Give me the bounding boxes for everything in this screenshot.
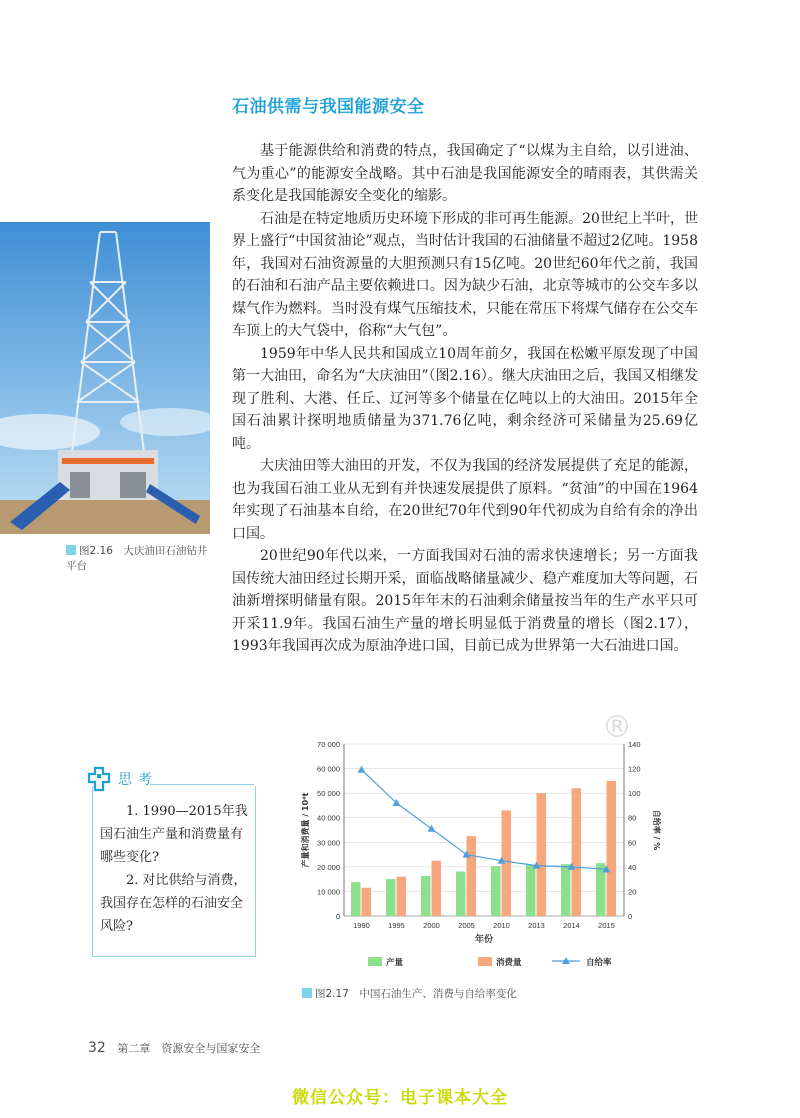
paragraph-4: 大庆油田等大油田的开发，不仅为我国的经济发展提供了充足的能源，也为我国石油工业从无到有并快速发展提供了原料。“贫油”的中国在1964年实现了石油基本自给，在20世纪70年代到90年代初成为自给有余的净出口国。: [232, 458, 698, 542]
bar-production: [491, 866, 501, 916]
oil-chart: [288, 732, 688, 1010]
chart-caption-text: 图2.17 中国石油生产、消费与自给率变化: [315, 988, 517, 1000]
paragraph-1: 基于能源供给和消费的特点，我国确定了“以煤为主自给，以引进油、气为重心”的能源安全战略。其中石油是我国能源安全的晴雨表，其供需关系变化是我国能源安全变化的缩影。: [232, 143, 698, 204]
y-tick-label: 40 000: [317, 813, 340, 823]
think-top-rule: [150, 784, 254, 785]
bar-consumption: [467, 836, 477, 916]
oil-rig-photo: [0, 222, 210, 534]
bar-production: [526, 865, 536, 916]
bar-consumption: [572, 788, 582, 916]
x-tick-label: 2015: [598, 921, 615, 930]
bar-consumption: [537, 793, 547, 916]
bar-production: [351, 882, 361, 916]
y-tick-label: 60 000: [317, 764, 340, 774]
chart-caption: [302, 986, 517, 1001]
photo-caption-text: 图2.16 大庆油田石油钻井平台: [66, 545, 208, 572]
y-tick-label: 70 000: [317, 740, 340, 749]
body-text: [232, 140, 698, 658]
line-point: [428, 825, 436, 832]
y-tick-label: 0: [335, 912, 340, 921]
y2-tick-label: 100: [628, 789, 641, 799]
y2-tick-label: 40: [628, 862, 637, 872]
y-axis-title: 产量和消费量 / 10⁴t: [301, 792, 310, 868]
line-point: [358, 766, 366, 773]
legend-swatch: [478, 957, 492, 966]
x-tick-label: 2014: [563, 921, 580, 930]
bar-production: [421, 876, 431, 916]
y-tick-label: 30 000: [317, 838, 340, 848]
watermark-registered: ®: [602, 710, 632, 745]
x-tick-label: 2000: [423, 921, 440, 930]
y2-tick-label: 20: [628, 887, 637, 897]
photo-caption: [66, 544, 216, 574]
legend-label: 产量: [386, 958, 404, 968]
bar-production: [386, 879, 396, 916]
x-axis-title: 年份: [474, 935, 494, 945]
oil-chart-svg: [288, 732, 688, 982]
caption-marker-icon: [302, 988, 312, 998]
section-title: 石油供需与我国能源安全: [232, 97, 425, 117]
legend-label: 自给率: [586, 958, 612, 968]
page-number: 32: [88, 1040, 106, 1056]
bar-consumption: [397, 877, 407, 916]
caption-marker-icon: [66, 545, 76, 555]
think-questions: [100, 800, 250, 938]
paragraph-5: 20世纪90年代以来，一方面我国对石油的需求快速增长；另一方面我国传统大油田经过长期开采，面临战略储量减少、稳产难度加大等问题，石油新增探明储量有限。2015年年末的石油剩余储量按当年的生产水平只可开采11.9年。我国石油生产量的增长明显低于消费量的增长（图2.17），1993年我国再次成为原油净进口国，目前已成为世界第一大石油进口国。: [232, 548, 698, 654]
y2-tick-label: 120: [628, 764, 641, 774]
bar-consumption: [362, 888, 372, 916]
chapter-title: 第二章 资源安全与国家安全: [117, 1042, 261, 1055]
y2-tick-label: 0: [628, 912, 633, 921]
think-question-1: 1. 1990—2015年我国石油生产量和消费量有哪些变化?: [100, 804, 248, 865]
bar-production: [561, 864, 571, 916]
x-tick-label: 1995: [388, 921, 405, 930]
x-tick-label: 2010: [493, 921, 510, 930]
think-question-2: 2. 对比供给与消费，我国存在怎样的石油安全风险?: [100, 873, 247, 934]
paragraph-2: 石油是在特定地质历史环境下形成的非可再生能源。20世纪上半叶，世界上盛行“中国贫油论”观点，当时估计我国的石油储量不超过2亿吨。1958年，我国对石油资源量的大胆预测只有15亿吨。20世纪60年代之前，我国的石油和石油产品主要依赖进口。因为缺少石油，北京等城市的公交车多以煤气作为燃料。当时没有煤气压缩技术，只能在常压下将煤气储存在公交车车顶上的大气袋中，俗称“大气包”。: [232, 210, 698, 339]
y2-axis-title: 自给率 / %: [652, 809, 661, 851]
y-tick-label: 20 000: [317, 862, 340, 872]
bar-consumption: [607, 781, 617, 916]
paragraph-3: 1959年中华人民共和国成立10周年前夕，我国在松嫩平原发现了中国第一大油田，命名为“大庆油田”（图2.16）。继大庆油田之后，我国又相继发现了胜利、大港、任丘、辽河等多个储量在亿吨以上的大油田。2015年全国石油累计探明地质储量为371.76亿吨，剩余经济可采储量为25.69亿吨。: [232, 345, 698, 452]
y2-tick-label: 140: [628, 740, 641, 749]
self-sufficiency-line: [362, 770, 607, 870]
x-tick-label: 1990: [353, 921, 370, 930]
bar-consumption: [432, 861, 442, 916]
think-title: 思考: [118, 772, 158, 788]
bar-production: [456, 872, 466, 916]
x-tick-label: 2005: [458, 921, 475, 930]
y-tick-label: 50 000: [317, 789, 340, 799]
page-footer: [88, 1040, 260, 1056]
x-tick-label: 2013: [528, 921, 545, 930]
y2-tick-label: 60: [628, 838, 637, 848]
legend-label: 消费量: [496, 958, 522, 968]
y2-tick-label: 80: [628, 813, 637, 823]
legend-swatch: [368, 957, 382, 966]
y-tick-label: 10 000: [317, 887, 340, 897]
wechat-banner: 微信公众号：电子课本大全: [292, 1088, 508, 1108]
